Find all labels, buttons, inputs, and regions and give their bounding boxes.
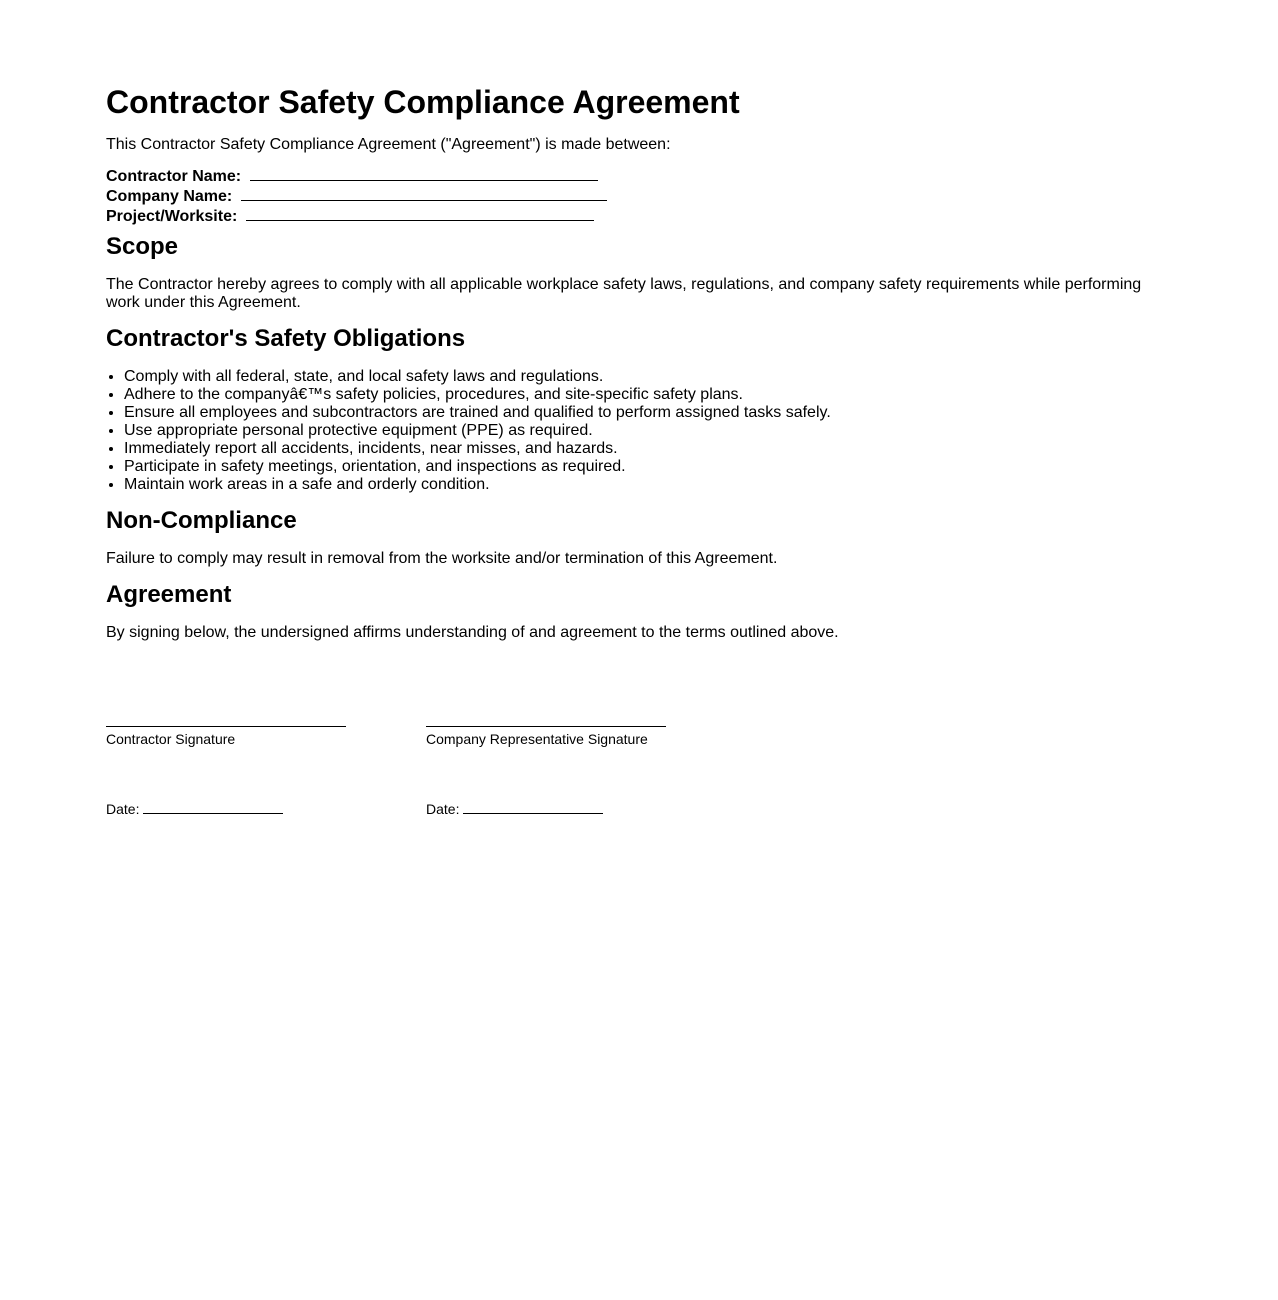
contractor-date-field[interactable] [106, 800, 283, 817]
company-name-label: Company Name: [106, 188, 233, 205]
list-item: • Participate in safety meetings, orientation, and inspections as required. [124, 458, 831, 476]
obligations-heading: Contractor's Safety Obligations [106, 325, 466, 352]
company-date-field[interactable] [426, 800, 603, 817]
parties-block [106, 166, 607, 226]
contractor-name-blank[interactable] [250, 166, 598, 181]
list-item: • Maintain work areas in a safe and orderly condition. [124, 476, 831, 494]
contractor-signature-label: Contractor Signature [106, 731, 236, 747]
scope-heading: Scope [106, 233, 179, 260]
contractor-signature-line[interactable] [106, 710, 346, 727]
list-item: • Ensure all employees and subcontractors are trained and qualified to perform assigned tasks safely. [124, 404, 831, 422]
project-worksite-label: Project/Worksite: [106, 208, 238, 225]
contractor-name-label: Contractor Name: [106, 168, 242, 185]
company-signature-label: Company Representative Signature [426, 731, 648, 747]
contractor-date-blank[interactable] [143, 800, 283, 814]
agreement-text: By signing below, the undersigned affirms understanding of and agreement to the terms outlined above. [106, 624, 839, 641]
intro-text: This Contractor Safety Compliance Agreement ("Agreement") is made between: [106, 136, 671, 153]
list-item: • Adhere to the companyâ€™s safety policies, procedures, and site-specific safety plans. [124, 386, 831, 404]
non-compliance-heading: Non-Compliance [106, 507, 297, 534]
company-signature-block [426, 710, 666, 747]
obligations-list [106, 368, 831, 494]
contractor-name-field[interactable] [106, 166, 607, 186]
project-worksite-field[interactable] [106, 206, 607, 226]
agreement-heading: Agreement [106, 581, 232, 608]
company-date-blank[interactable] [463, 800, 603, 814]
company-name-blank[interactable] [241, 186, 607, 201]
list-item: • Use appropriate personal protective equipment (PPE) as required. [124, 422, 831, 440]
non-compliance-text: Failure to comply may result in removal from the worksite and/or termination of this Agreement. [106, 550, 778, 567]
document-title: Contractor Safety Compliance Agreement [106, 84, 740, 120]
list-item: • Comply with all federal, state, and local safety laws and regulations. [124, 368, 831, 386]
company-date-label: Date: [426, 801, 460, 817]
contractor-date-label: Date: [106, 801, 140, 817]
contractor-signature-block [106, 710, 346, 747]
company-name-field[interactable] [106, 186, 607, 206]
list-item: • Immediately report all accidents, incidents, near misses, and hazards. [124, 440, 831, 458]
project-worksite-blank[interactable] [246, 206, 594, 221]
company-signature-line[interactable] [426, 710, 666, 727]
scope-text: The Contractor hereby agrees to comply with all applicable workplace safety laws, regulations, and company safety requirements while performing work under this Agreement. [106, 276, 1142, 311]
